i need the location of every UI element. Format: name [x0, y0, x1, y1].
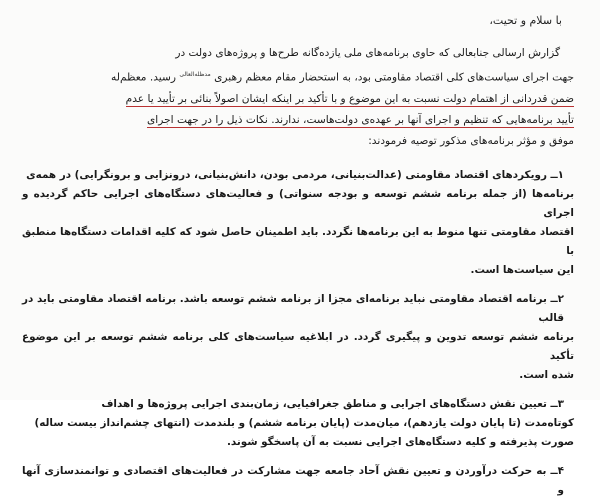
honorific-superscript: مدظله‌العالی: [179, 71, 211, 78]
point-4: [22, 462, 574, 500]
point-line: ۱ــ رویکردهای اقتصاد مقاومتی (عدالت‌بنیانی، مردمی بودن، دانش‌بنیانی، درونزایی و برونگرایی) در همه‌ی: [26, 168, 564, 181]
intro-paragraph: [22, 43, 574, 152]
intro-line: گزارش ارسالی جنابعالی که حاوی برنامه‌های ملی یازده‌گانه طرح‌ها و پروژه‌های دولت در: [175, 47, 560, 59]
point-line: ۴ــ به حرکت درآوردن و تعیین نقش آحاد جامعه جهت مشارکت در فعالیت‌های اقتصادی و توانمندسازی آنها و: [22, 464, 564, 496]
intro-line: موفق و مؤثر برنامه‌های مذکور توصیه فرمودند:: [368, 134, 574, 147]
point-line: کوتاه‌مدت (تا پایان دولت یازدهم)، میان‌مدت (پایان برنامه ششم) و بلندمدت (انتهای چشم‌انداز بیست ساله): [34, 416, 574, 429]
intro-line: [22, 110, 574, 131]
point-line: شده است.: [519, 368, 574, 381]
point-line: ۲ــ برنامه اقتصاد مقاومتی نباید برنامه‌ای مجزا از برنامه ششم توسعه باشد. برنامه اقتصاد مقاومتی باید در قالب: [22, 292, 564, 324]
point-2: [22, 290, 574, 385]
letter-body: [22, 14, 574, 500]
intro-line: [22, 89, 574, 110]
intro-line: جهت اجرای سیاست‌های کلی اقتصاد مقاومتی بود، به استحضار مقام معظم رهبری $^{مدظله‌العالی}$ رسید. معظم‌له: [111, 71, 574, 84]
point-line: این سیاست‌ها است.: [470, 263, 574, 276]
greeting: با سلام و تحیت،: [489, 14, 562, 27]
underlined-text: تأیید برنامه‌هایی که تنظیم و اجرای آنها بر عهده‌ی دولت‌هاست، ندارند. نکات ذیل را در جهت اجرای: [147, 113, 574, 126]
point-line: برنامه‌ها (از جمله برنامه ششم توسعه و بودجه سنواتی) و فعالیت‌های دستگاه‌های اجرایی حاکم گردیده و اجرای: [22, 187, 574, 219]
point-line: اقتصاد مقاومتی تنها منوط به این برنامه‌ها نگردد. باید اطمینان حاصل شود که کلیه اقدامات دستگاه‌ها منطبق با: [22, 225, 574, 257]
point-line: صورت پذیرفته و کلیه دستگاه‌های اجرایی نسبت به آن پاسخگو شوند.: [226, 435, 574, 448]
point-3: [22, 395, 574, 452]
point-1: [22, 166, 574, 280]
point-line: ۳ــ تعیین نقش دستگاه‌های اجرایی و مناطق جغرافیایی، زمان‌بندی اجرایی پروژه‌ها و اهداف: [101, 397, 564, 410]
underlined-text: ضمن قدردانی از اهتمام دولت نسبت به این موضوع و با تأکید بر اینکه ایشان اصولاً بنائی بر تأیید یا عدم: [125, 92, 574, 105]
point-line: برنامه ششم توسعه تدوین و پیگیری گردد. در ابلاغیه سیاست‌های کلی برنامه ششم توسعه بر این موضوع تأکید: [22, 330, 574, 362]
